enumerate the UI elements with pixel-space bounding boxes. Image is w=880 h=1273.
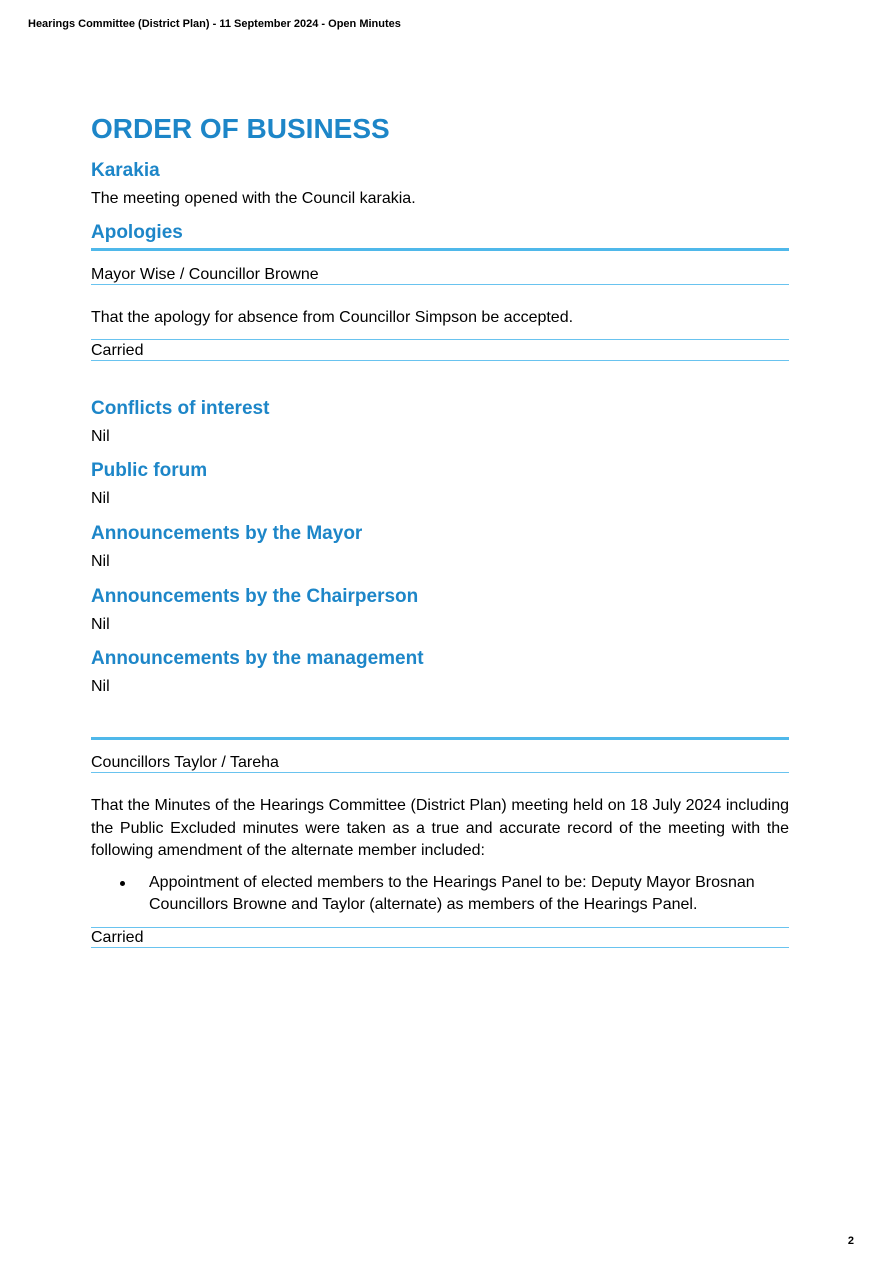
resolution-rule bbox=[91, 927, 789, 928]
result-rule bbox=[91, 360, 789, 361]
bullet-icon bbox=[120, 881, 125, 886]
management-announcements-heading: Announcements by the management bbox=[91, 648, 424, 669]
apologies-heading: Apologies bbox=[91, 222, 183, 243]
minutes-movers: Councillors Taylor / Tareha bbox=[91, 754, 279, 771]
apologies-movers: Mayor Wise / Councillor Browne bbox=[91, 266, 319, 283]
mayor-announcements-heading: Announcements by the Mayor bbox=[91, 523, 363, 544]
page-number: 2 bbox=[847, 1235, 854, 1247]
movers-rule bbox=[91, 772, 789, 773]
apologies-resolution: That the apology for absence from Councillor Simpson be accepted. bbox=[91, 309, 574, 326]
running-header: Hearings Committee (District Plan) - 11 September 2024 - Open Minutes bbox=[28, 18, 401, 30]
public-forum-text: Nil bbox=[91, 490, 110, 507]
result-rule bbox=[91, 947, 789, 948]
karakia-heading: Karakia bbox=[91, 160, 160, 181]
mayor-announcements-text: Nil bbox=[91, 553, 110, 570]
list-item-text: Appointment of elected members to the Hearings Panel to be: Deputy Mayor Brosnan Councillors Browne and Taylor (alternate) as members of the Hearings Panel. bbox=[149, 874, 755, 913]
apologies-result: Carried bbox=[91, 342, 144, 359]
minutes-result: Carried bbox=[91, 929, 144, 946]
chairperson-announcements-heading: Announcements by the Chairperson bbox=[91, 586, 419, 607]
list-item bbox=[91, 872, 789, 916]
section-rule bbox=[91, 248, 789, 251]
movers-rule bbox=[91, 284, 789, 285]
resolution-rule bbox=[91, 339, 789, 340]
public-forum-heading: Public forum bbox=[91, 460, 208, 481]
amendment-list bbox=[91, 872, 789, 916]
minutes-resolution: That the Minutes of the Hearings Committee (District Plan) meeting held on 18 July 2024 including the Public Excluded minutes were taken as a true and accurate record of the meeting with the following amendment of the alternate member included: bbox=[91, 797, 789, 859]
karakia-text: The meeting opened with the Council karakia. bbox=[91, 190, 416, 207]
management-announcements-text: Nil bbox=[91, 678, 110, 695]
chairperson-announcements-text: Nil bbox=[91, 616, 110, 633]
section-rule bbox=[91, 737, 789, 740]
conflicts-heading: Conflicts of interest bbox=[91, 398, 270, 419]
conflicts-text: Nil bbox=[91, 428, 110, 445]
page-title: ORDER OF BUSINESS bbox=[91, 113, 390, 144]
